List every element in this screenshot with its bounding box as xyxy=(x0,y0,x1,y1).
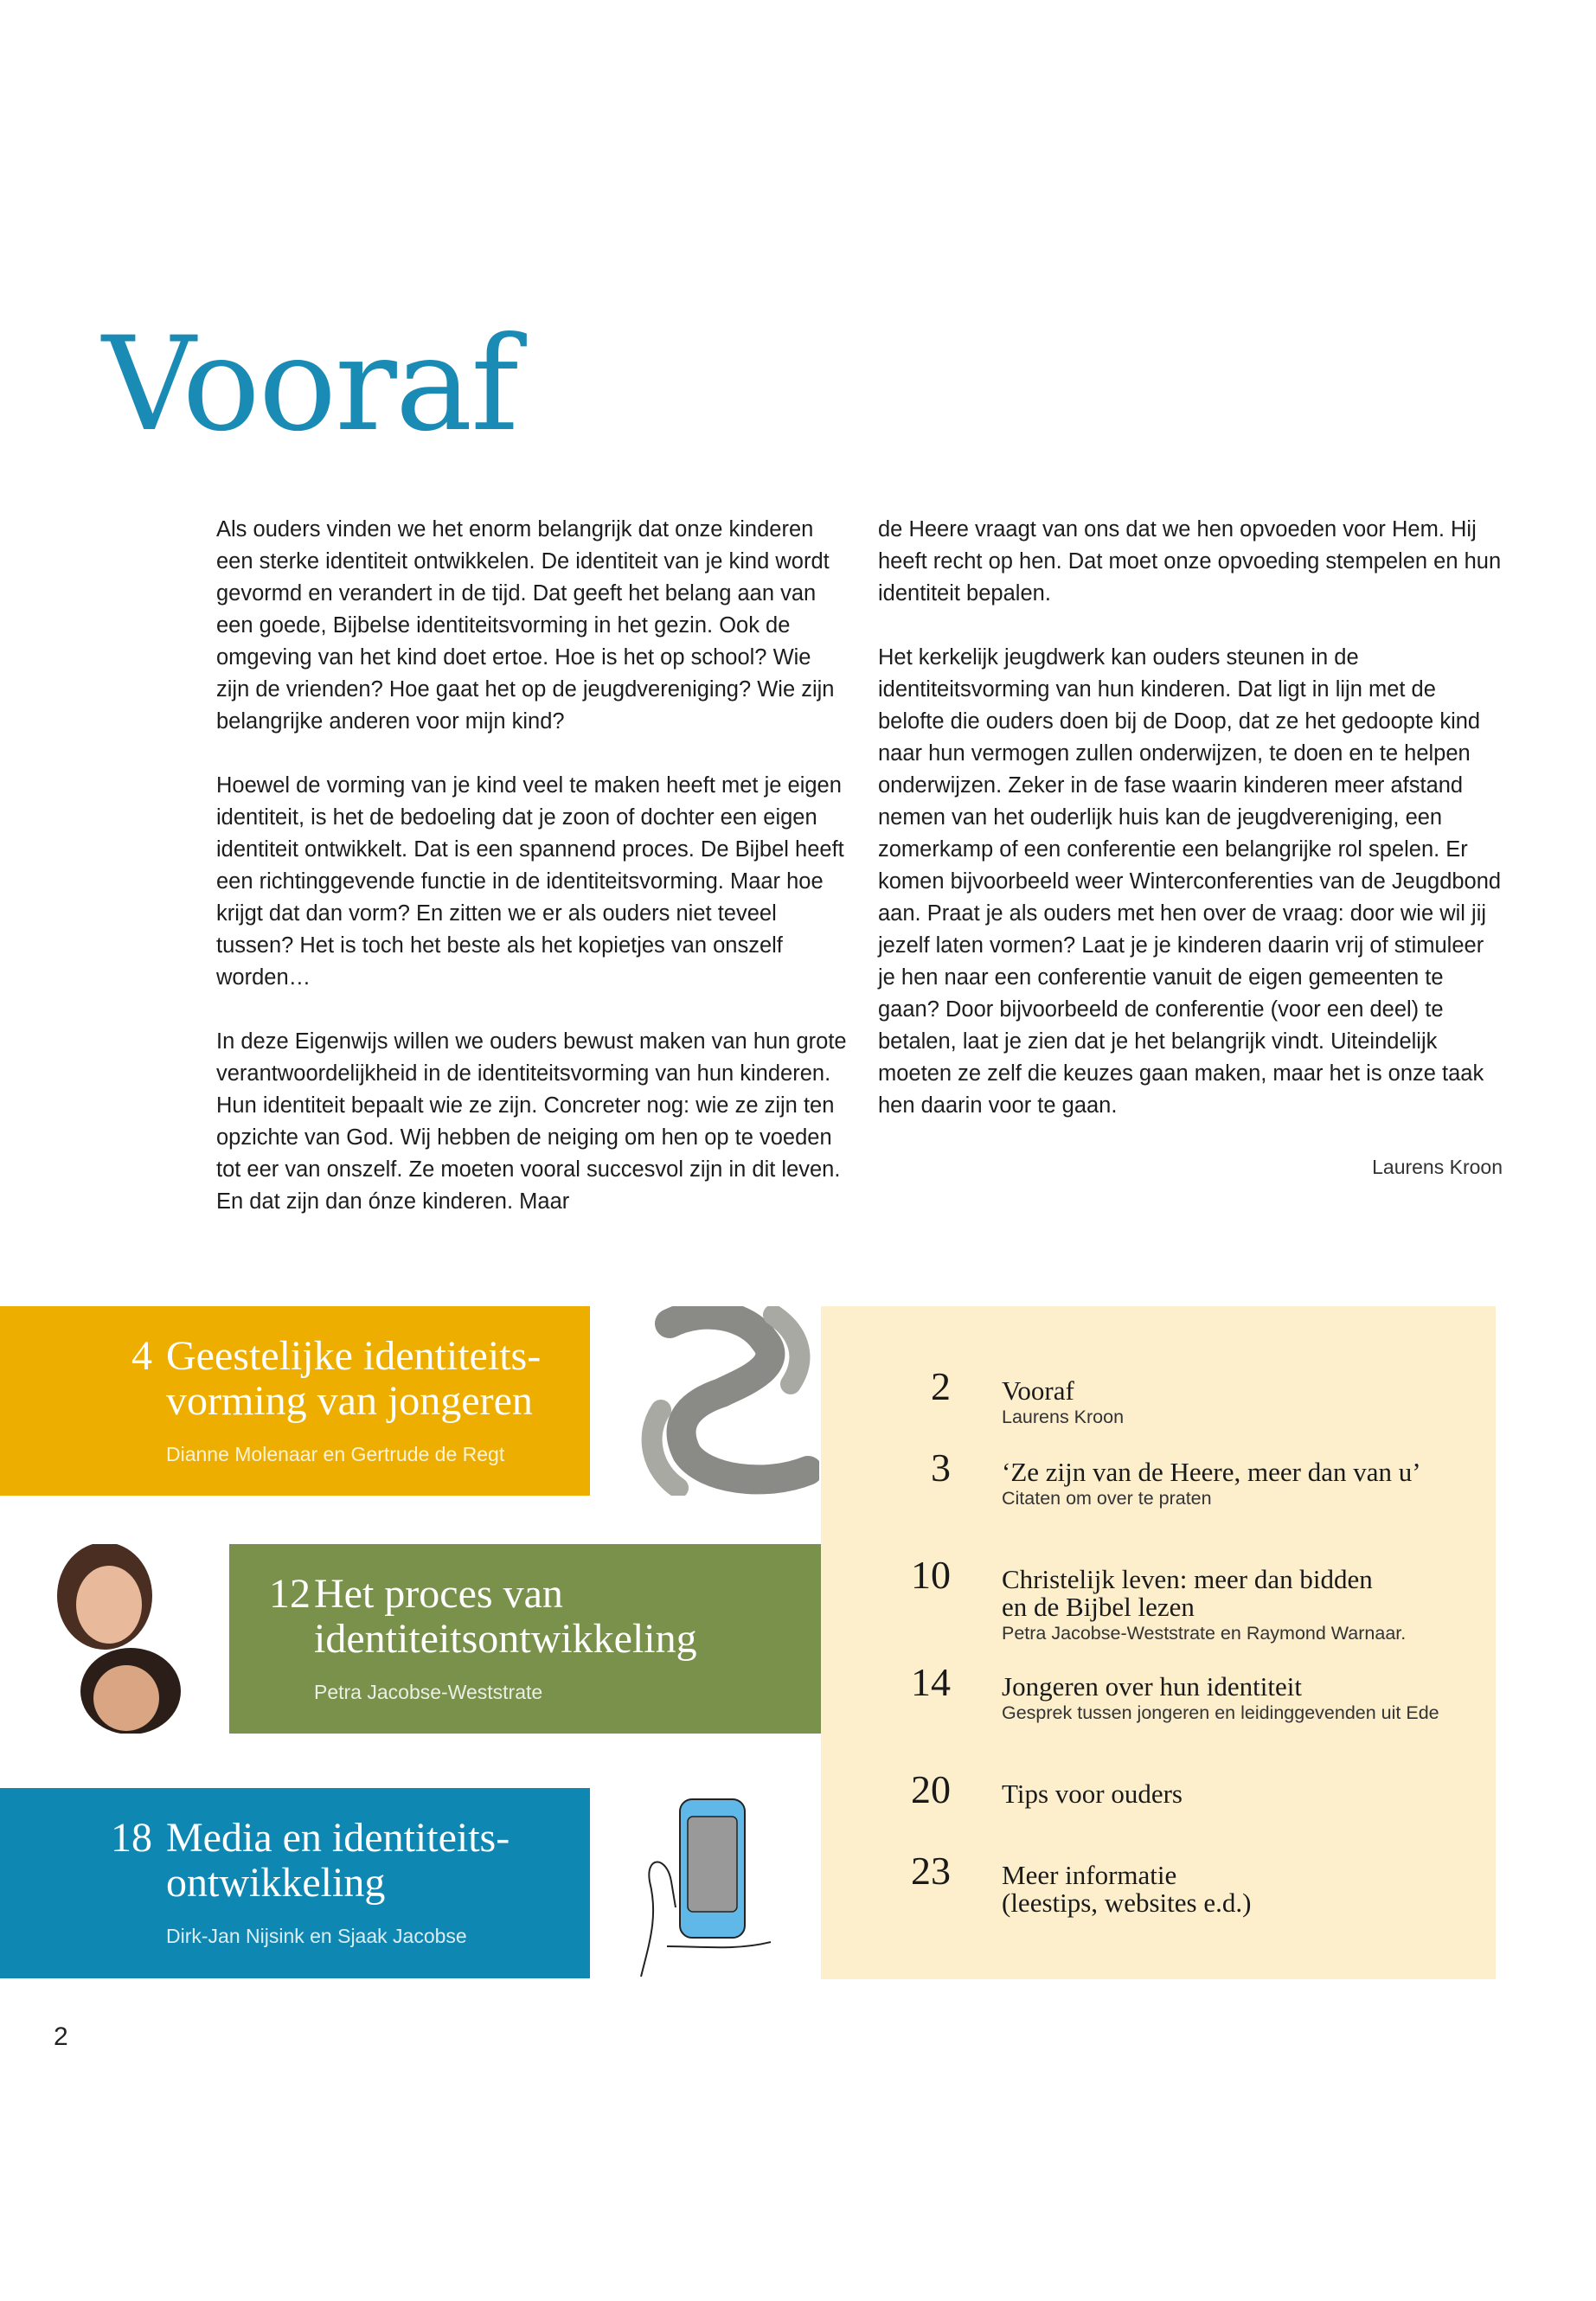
table-of-contents xyxy=(821,1306,1496,1979)
feature-title: Media en identiteits- ontwikkeling xyxy=(166,1815,510,1906)
toc-subtitle: Petra Jacobse-Weststrate en Raymond Warnaar. xyxy=(1002,1623,1407,1644)
toc-title: Jongeren over hun identiteit xyxy=(1002,1671,1302,1702)
toc-title: Tips voor ouders xyxy=(1002,1779,1183,1809)
statue-image xyxy=(635,1306,819,1496)
toc-page-number: 2 xyxy=(931,1364,951,1408)
toc-page-number: 20 xyxy=(911,1767,951,1811)
children-photo xyxy=(44,1544,184,1734)
phone-in-hand-illustration xyxy=(632,1795,779,1978)
feature-title: Geestelijke identiteits- vorming van jongeren xyxy=(166,1333,542,1424)
toc-title: Meer informatie (leestips, websites e.d.) xyxy=(1002,1860,1252,1918)
intro-paragraph: Als ouders vinden we het enorm belangrijk dat onze kinderen een sterke identiteit ontwikkelen. De identiteit van je kind wordt gevormd en verandert in de tijd. Dat geeft het belang aan van een goede, Bijbelse identiteitsvorming in het gezin. Ook de omgeving van het kind doet ertoe. Hoe is het op school? Wie zijn de vrienden? Hoe gaat het op de jeugdvereniging? Wie zijn belangrijke anderen voor mijn kind? xyxy=(216,517,835,734)
page-title: Vooraf xyxy=(102,310,517,460)
intro-left-column xyxy=(216,514,848,1218)
signature: Laurens Kroon xyxy=(1372,1156,1503,1178)
feature-title: Het proces van identiteitsontwikkeling xyxy=(314,1571,697,1662)
feature-author: Dirk-Jan Nijsink en Sjaak Jacobse xyxy=(166,1925,467,1947)
feature-box-identity-formation[interactable] xyxy=(0,1306,590,1496)
toc-title: Vooraf xyxy=(1002,1375,1074,1406)
feature-box-media[interactable] xyxy=(0,1788,590,1978)
toc-subtitle: Gesprek tussen jongeren en leidinggevenden uit Ede xyxy=(1002,1702,1439,1723)
toc-page-number: 14 xyxy=(911,1660,951,1704)
toc-subtitle: Laurens Kroon xyxy=(1002,1407,1125,1427)
intro-paragraph: Het kerkelijk jeugdwerk kan ouders steunen in de identiteitsvorming van hun kinderen. Dat ligt in lijn met de belofte die ouders doen bij de Doop, dat ze het gedoopte kind naar hun vermogen zullen onderwijzen, te doen en te helpen onderwijzen. Zeker in de fase waarin kinderen meer afstand nemen van het ouderlijk huis kan de jeugdvereniging, een zomerkamp of een conferentie een belangrijke rol spelen. Er komen bijvoorbeeld weer Winterconferenties van de Jeugdbond aan. Praat je als ouders met hen over de vraag: door wie wil jij jezelf laten vormen? Laat je je kinderen daarin vrij of stimuleer je hen naar een conferentie vanuit de eigen gemeenten te gaan? Door bijvoorbeeld de conferentie (voor een deel) te betalen, laat je zien dat je het belangrijk vindt. Uiteindelijk moeten ze zelf die keuzes gaan maken, maar het is onze taak hen daarin voor te gaan. xyxy=(878,645,1502,1118)
page-number: 2 xyxy=(54,2022,68,2051)
feature-author: Dianne Molenaar en Gertrude de Regt xyxy=(166,1443,505,1465)
feature-page-number: 12 xyxy=(269,1571,311,1617)
toc-page-number: 10 xyxy=(911,1553,951,1597)
toc-title: Christelijk leven: meer dan bidden en de Bijbel lezen xyxy=(1002,1564,1373,1622)
intro-paragraph: In deze Eigenwijs willen we ouders bewust maken van hun grote verantwoordelijkheid in de identiteitsvorming van hun kinderen. Hun identiteit bepaalt wie ze zijn. Concreter nog: wie ze zijn ten opzichte van God. Wij hebben de neiging om hen op te voeden tot eer van onszelf. Ze moeten vooral succesvol zijn in dit leven. En dat zijn dan ónze kinderen. Maar xyxy=(216,1029,847,1214)
toc-page-number: 3 xyxy=(931,1445,951,1490)
feature-page-number: 4 xyxy=(131,1333,152,1379)
feature-author: Petra Jacobse-Weststrate xyxy=(314,1681,543,1703)
feature-box-identity-process[interactable] xyxy=(229,1544,821,1734)
feature-page-number: 18 xyxy=(111,1815,152,1861)
intro-right-column xyxy=(878,514,1503,1180)
toc-title: ‘Ze zijn van de Heere, meer dan van u’ xyxy=(1002,1457,1421,1487)
intro-paragraph: de Heere vraagt van ons dat we hen opvoeden voor Hem. Hij heeft recht op hen. Dat moet onze opvoeding stempelen en hun identiteit bepalen. xyxy=(878,517,1502,606)
toc-page-number: 23 xyxy=(911,1849,951,1893)
toc-subtitle: Citaten om over te praten xyxy=(1002,1488,1212,1509)
intro-paragraph: Hoewel de vorming van je kind veel te maken heeft met je eigen identiteit, is het de bedoeling dat je zoon of dochter een eigen identiteit ontwikkelt. Dat is een spannend proces. De Bijbel heeft een richtinggevende functie in de identiteitsvorming. Maar hoe krijgt dat dan vorm? En zitten we er als ouders niet teveel tussen? Het is toch het beste als het kopietjes van onszelf worden… xyxy=(216,773,844,990)
